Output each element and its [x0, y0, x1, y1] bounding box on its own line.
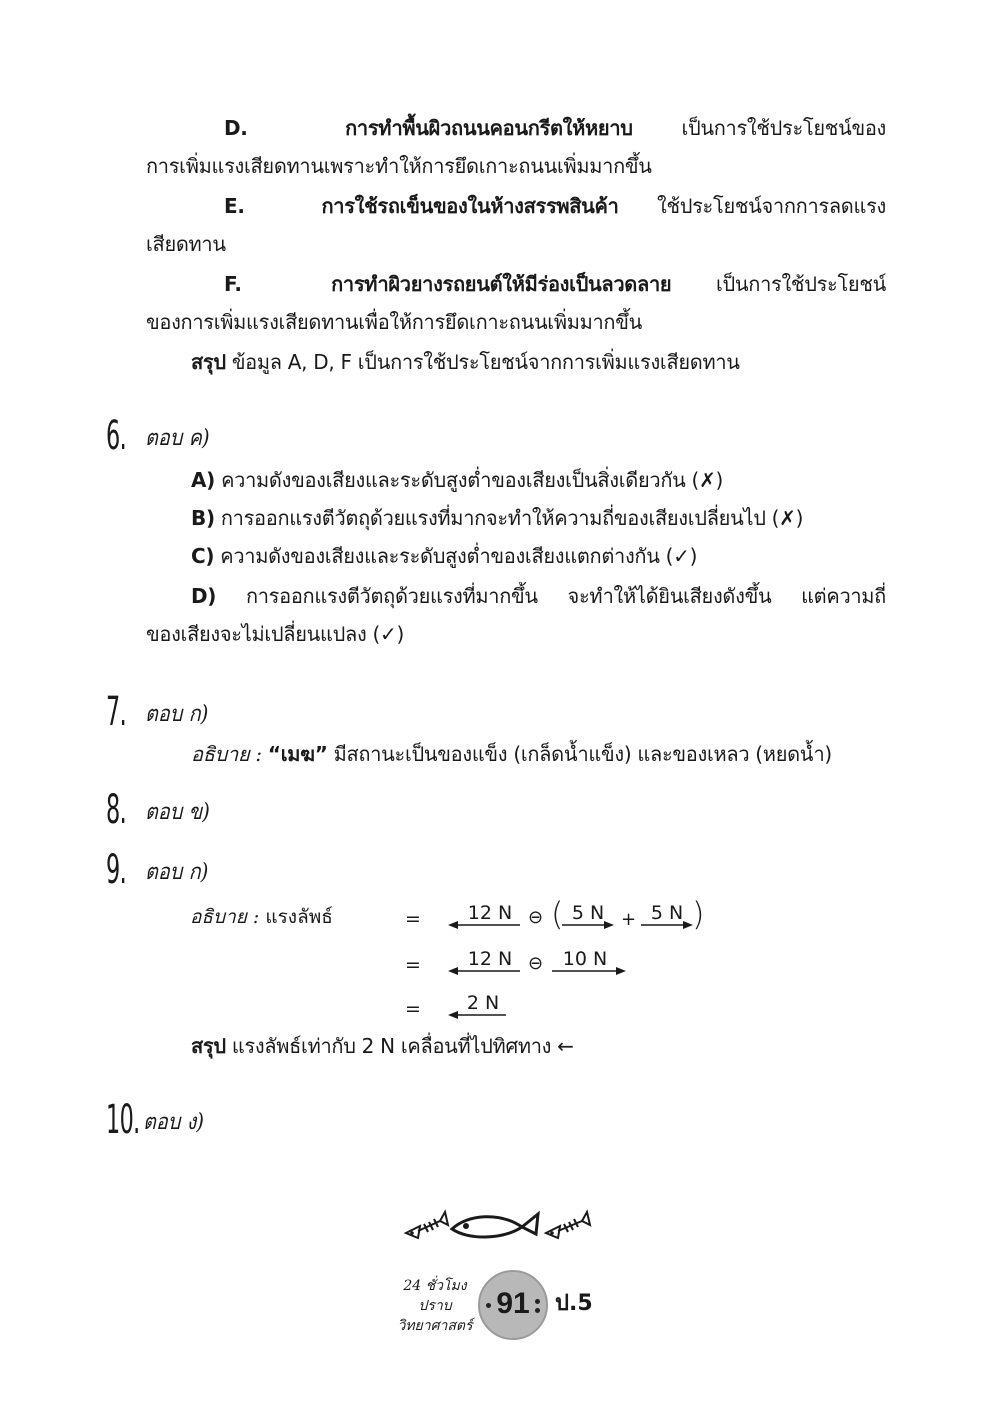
open-paren: ( — [551, 895, 564, 933]
book-title-line2: ปราบ — [418, 1298, 452, 1314]
q9-answer: ตอบ ก) — [145, 860, 209, 885]
page-number-badge — [478, 1270, 548, 1340]
q7-explanation — [191, 740, 832, 768]
fish-ornament-icon — [390, 1200, 610, 1250]
summary-label: สรุป — [191, 350, 226, 374]
vector-5n-right-2 — [641, 902, 693, 924]
q5-summary — [191, 348, 740, 376]
arrow-right-icon — [552, 966, 626, 976]
item-label: A) — [191, 468, 216, 492]
item-label: B) — [191, 506, 215, 530]
vector-label: 2 N — [466, 992, 500, 1014]
item-label: D. — [224, 116, 248, 140]
vector-label: 12 N — [467, 948, 513, 970]
explain-term: แรงลัพธ์ — [265, 906, 333, 928]
q6-item-c — [191, 542, 697, 570]
vector-label: 5 N — [571, 902, 605, 924]
book-title-line3: วิทยาศาสตร์ — [397, 1318, 473, 1334]
ominus-operator: ⊖ — [528, 907, 544, 928]
q6-item-d-line1 — [146, 582, 886, 610]
vector-12n-left — [448, 902, 520, 924]
vector-label: 5 N — [650, 902, 684, 924]
q8-number: 8. — [106, 787, 127, 833]
arrow-right-icon — [641, 920, 693, 930]
summary-label: สรุป — [191, 1034, 226, 1058]
explain-label: อธิบาย : — [190, 906, 260, 928]
q5-item-f-line2: ของการเพิ่มแรงเสียดทานเพื่อให้การยึดเกาะถนนเพิ่มมากขึ้น — [146, 310, 642, 334]
q6-item-a — [191, 466, 723, 494]
q10-answer: ตอบ ง) — [143, 1110, 205, 1135]
item-title: การทำผิวยางรถยนต์ให้มีร่องเป็นลวดลาย — [331, 272, 672, 296]
explain-text: มีสถานะเป็นของแข็ง (เกล็ดน้ำแข็ง) และของเหลว (หยดน้ำ) — [333, 742, 832, 766]
item-text: ความดังของเสียงและระดับสูงต่ำของเสียงเป็นสิ่งเดียวกัน (✗) — [221, 468, 724, 492]
page-number: 91 — [496, 1287, 530, 1320]
vector-2n-left — [448, 992, 506, 1014]
q5-item-e-line1 — [146, 192, 886, 220]
q5-item-f-line1 — [146, 270, 886, 298]
item-title: การใช้รถเข็นของในห้างสรรพสินค้า — [321, 194, 619, 218]
eq-sign-2: = — [405, 954, 421, 976]
vector-5n-right-1 — [562, 902, 614, 924]
explain-label: อธิบาย : — [191, 742, 262, 766]
book-title — [392, 1276, 478, 1336]
summary-text: แรงลัพธ์เท่ากับ 2 N เคลื่อนที่ไปทิศทาง ← — [231, 1034, 574, 1058]
q10-number: 10. — [106, 1097, 140, 1143]
q9-explanation-label — [190, 904, 333, 930]
q6-answer: ตอบ ค) — [145, 426, 210, 451]
ominus-operator: ⊖ — [528, 953, 544, 974]
q7-number: 7. — [106, 689, 127, 735]
q7-answer: ตอบ ก) — [145, 702, 209, 727]
q6-item-b — [191, 504, 803, 532]
item-title: การทำพื้นผิวถนนคอนกรีตให้หยาบ — [345, 116, 633, 140]
close-paren: ) — [692, 895, 705, 933]
plus-operator: + — [621, 909, 637, 930]
book-title-line1: 24 ชั่วโมง — [403, 1278, 467, 1294]
item-text: ความดังของเสียงและระดับสูงต่ำของเสียงแตกต่างกัน (✓) — [220, 544, 698, 568]
arrow-left-icon — [448, 920, 520, 930]
item-label: E. — [224, 194, 245, 218]
item-text: การออกแรงตีวัตถุด้วยแรงที่มากขึ้น จะทำให้ได้ยินเสียงดังขึ้น แต่ความถี่ — [245, 584, 886, 608]
vector-12n-left — [448, 948, 520, 970]
item-text: ใช้ประโยชน์จากการลดแรง — [656, 194, 886, 218]
eq-sign-1: = — [405, 908, 421, 930]
q5-item-d-line2: การเพิ่มแรงเสียดทานเพราะทำให้การยึดเกาะถนนเพิ่มมากขึ้น — [146, 154, 652, 178]
q6-item-d-line2: ของเสียงจะไม่เปลี่ยนแปลง (✓) — [146, 622, 404, 646]
item-text: เป็นการใช้ประโยชน์ — [715, 272, 886, 296]
arrow-left-icon — [448, 1010, 506, 1020]
dot-decoration — [535, 1308, 540, 1313]
explain-term: “เมฆ” — [267, 742, 328, 766]
arrow-right-icon — [562, 920, 614, 930]
q9-number: 9. — [106, 847, 127, 893]
summary-text: ข้อมูล A, D, F เป็นการใช้ประโยชน์จากการเพิ่มแรงเสียดทาน — [231, 350, 740, 374]
q5-item-d-line1 — [146, 114, 886, 142]
q5-item-e-line2: เสียดทาน — [146, 232, 226, 256]
item-text: การออกแรงตีวัตถุด้วยแรงที่มากจะทำให้ความถี่ของเสียงเปลี่ยนไป (✗) — [220, 506, 804, 530]
eq-sign-3: = — [405, 998, 421, 1020]
vector-10n-right — [552, 948, 626, 970]
grade-label: ป.5 — [555, 1291, 593, 1316]
dot-decoration — [535, 1299, 540, 1304]
vector-label: 10 N — [562, 948, 608, 970]
arrow-left-icon — [448, 966, 520, 976]
item-label: F. — [224, 272, 242, 296]
item-label: D) — [191, 584, 217, 608]
vector-label: 12 N — [467, 902, 513, 924]
q9-summary — [191, 1032, 574, 1060]
item-text: เป็นการใช้ประโยชน์ของ — [681, 116, 886, 140]
item-label: C) — [191, 544, 215, 568]
q6-number: 6. — [106, 413, 127, 459]
q8-answer: ตอบ ข) — [145, 800, 210, 825]
